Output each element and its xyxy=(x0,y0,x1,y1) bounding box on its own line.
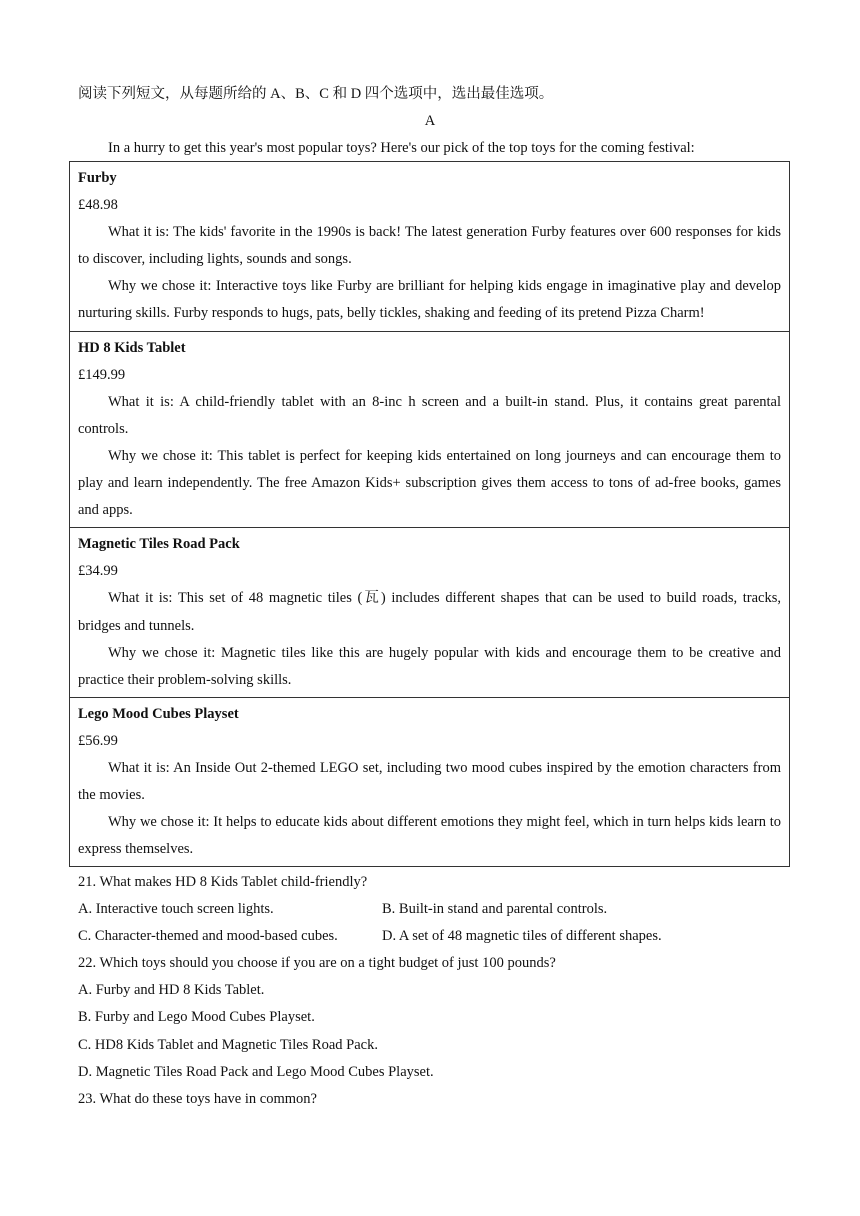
option-a: A. Interactive touch screen lights. xyxy=(78,901,274,918)
section-letter: A xyxy=(424,113,436,129)
option-c: C. Character-themed and mood-based cubes. xyxy=(78,928,338,945)
toy-price: £149.99 xyxy=(78,366,126,383)
option-c: C. HD8 Kids Tablet and Magnetic Tiles Road Pack. xyxy=(78,1036,378,1053)
question-21-stem: 21. What makes HD 8 Kids Tablet child-friendly? xyxy=(78,874,368,890)
option-d: D. A set of 48 magnetic tiles of different shapes. xyxy=(382,928,662,945)
toy-name: HD 8 Kids Tablet xyxy=(78,339,186,356)
toy-price: £34.99 xyxy=(78,563,118,580)
question-22-stem: 22. Which toys should you choose if you are on a tight budget of just 100 pounds? xyxy=(78,955,556,972)
toy-entry-lego xyxy=(70,698,789,867)
toy-name: Lego Mood Cubes Playset xyxy=(78,705,239,722)
option-a: A. Furby and HD 8 Kids Tablet. xyxy=(78,982,265,999)
toy-name: Furby xyxy=(78,170,117,186)
option-b: B. Built-in stand and parental controls. xyxy=(382,901,608,918)
toy-table xyxy=(69,161,790,867)
toy-what-it-is: What it is: The kids' favorite in the 1990s is back! The latest generation Furby features over 600 responses for kids to discover, including lights, sounds and songs. xyxy=(78,224,781,268)
question-21-options-row-2 xyxy=(78,923,790,950)
toy-entry-furby xyxy=(70,162,789,332)
toy-entry-magnetic-tiles xyxy=(70,528,789,698)
toy-why-chosen: Why we chose it: Magnetic tiles like this are hugely popular with kids and encourage them to be creative and practice their problem-solving skills. xyxy=(78,644,781,688)
reading-instruction: 阅读下列短文，从每题所给的 A、B、C 和 D 四个选项中，选出最佳选项。 xyxy=(78,86,554,102)
toy-what-it-is: What it is: This set of 48 magnetic tiles (瓦) includes different shapes that can be used to build roads, tracks, bridges and tunnels. xyxy=(78,590,781,634)
toy-what-it-is: What it is: A child-friendly tablet with an 8-inc h screen and a built-in stand. Plus, it contains great parental controls. xyxy=(78,393,781,437)
toy-name: Magnetic Tiles Road Pack xyxy=(78,536,240,553)
toy-why-chosen: Why we chose it: It helps to educate kids about different emotions they might feel, which in turn helps kids learn to express themselves. xyxy=(78,814,781,858)
question-list xyxy=(78,869,790,1113)
option-b: B. Furby and Lego Mood Cubes Playset. xyxy=(78,1009,315,1026)
question-23-stem: 23. What do these toys have in common? xyxy=(78,1090,317,1107)
toy-why-chosen: Why we chose it: Interactive toys like Furby are brilliant for helping kids engage in imaginative play and develop nurturing skills. Furby responds to hugs, pats, belly tickles, shaking and feeding of its pretend Pizza Charm! xyxy=(78,278,781,322)
toy-what-it-is: What it is: An Inside Out 2-themed LEGO set, including two mood cubes inspired by the emotion characters from the movies. xyxy=(78,759,781,804)
toy-price: £48.98 xyxy=(78,197,118,214)
passage-intro: In a hurry to get this year's most popular toys? Here's our pick of the top toys for the coming festival: xyxy=(108,140,695,156)
toy-why-chosen: Why we chose it: This tablet is perfect for keeping kids entertained on long journeys and can encourage them to play and learn independently. The free Amazon Kids+ subscription gives them access to tons of ad-free books, games and apps. xyxy=(78,447,781,519)
toy-price: £56.99 xyxy=(78,732,118,749)
option-d: D. Magnetic Tiles Road Pack and Lego Mood Cubes Playset. xyxy=(78,1063,434,1080)
toy-entry-tablet xyxy=(70,332,789,529)
question-21-options-row-1 xyxy=(78,896,790,923)
